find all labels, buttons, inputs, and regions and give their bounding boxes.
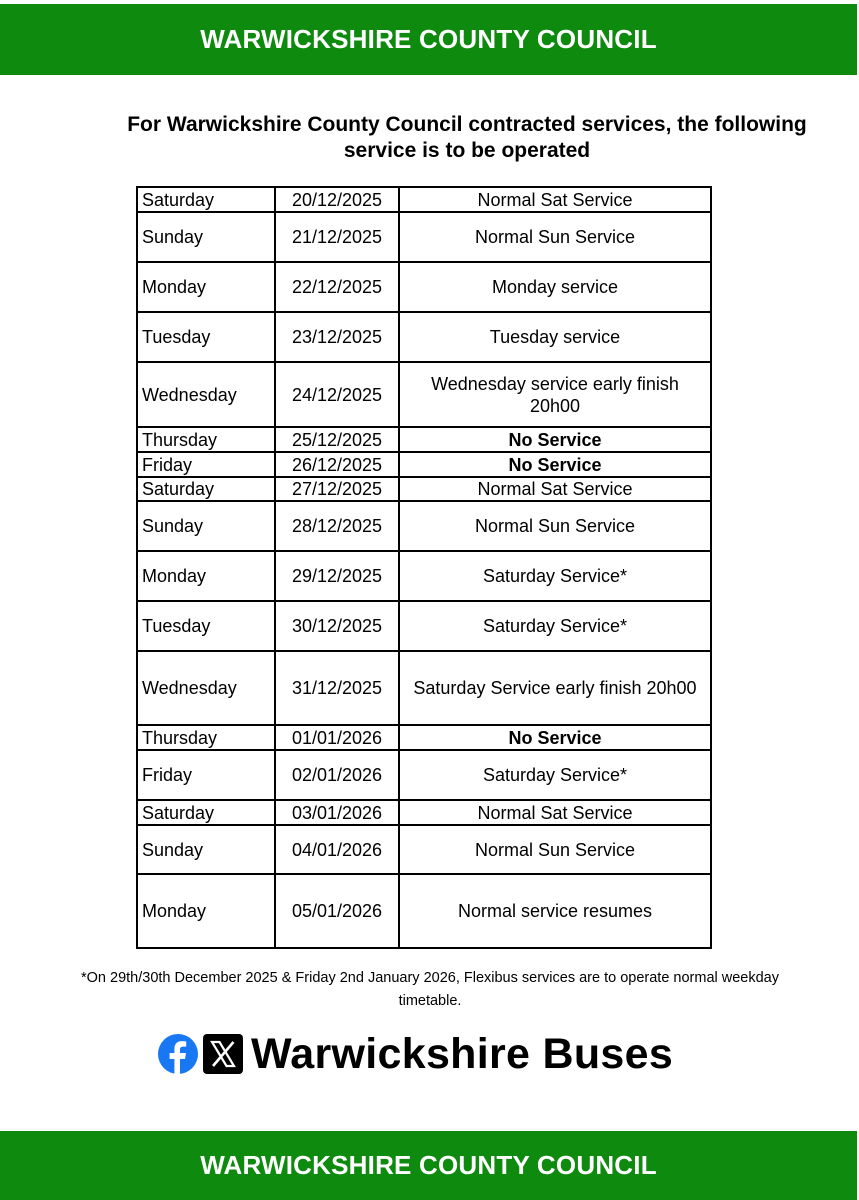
table-row	[137, 427, 711, 452]
table-row	[137, 750, 711, 800]
service-cell: Saturday Service*	[399, 551, 711, 601]
service-cell: No Service	[399, 452, 711, 477]
date-cell: 25/12/2025	[275, 427, 399, 452]
date-cell: 04/01/2026	[275, 825, 399, 874]
service-cell: Normal Sat Service	[399, 477, 711, 501]
table-row	[137, 312, 711, 362]
date-cell: 29/12/2025	[275, 551, 399, 601]
date-cell: 03/01/2026	[275, 800, 399, 825]
date-cell: 21/12/2025	[275, 212, 399, 262]
day-cell: Friday	[137, 750, 275, 800]
table-row	[137, 651, 711, 725]
service-cell: Monday service	[399, 262, 711, 312]
service-schedule-table	[136, 186, 712, 949]
date-cell: 02/01/2026	[275, 750, 399, 800]
day-cell: Thursday	[137, 725, 275, 750]
day-cell: Saturday	[137, 477, 275, 501]
day-cell: Tuesday	[137, 601, 275, 651]
brand-name: Warwickshire Buses	[251, 1029, 674, 1078]
day-cell: Thursday	[137, 427, 275, 452]
table-row	[137, 262, 711, 312]
service-cell: Tuesday service	[399, 312, 711, 362]
date-cell: 20/12/2025	[275, 187, 399, 212]
day-cell: Monday	[137, 262, 275, 312]
day-cell: Sunday	[137, 825, 275, 874]
date-cell: 01/01/2026	[275, 725, 399, 750]
header-banner	[0, 4, 857, 75]
service-cell: Normal service resumes	[399, 874, 711, 948]
service-cell: Saturday Service*	[399, 750, 711, 800]
footer-banner	[0, 1131, 857, 1200]
table-row	[137, 825, 711, 874]
service-cell: Wednesday service early finish 20h00	[399, 362, 711, 427]
date-cell: 27/12/2025	[275, 477, 399, 501]
date-cell: 24/12/2025	[275, 362, 399, 427]
date-cell: 31/12/2025	[275, 651, 399, 725]
day-cell: Tuesday	[137, 312, 275, 362]
header-title: WARWICKSHIRE COUNTY COUNCIL	[200, 24, 657, 54]
service-cell: Normal Sat Service	[399, 187, 711, 212]
service-cell: Normal Sun Service	[399, 212, 711, 262]
date-cell: 28/12/2025	[275, 501, 399, 551]
social-brand-row	[158, 1028, 673, 1080]
day-cell: Sunday	[137, 212, 275, 262]
service-cell: No Service	[399, 725, 711, 750]
footer-title: WARWICKSHIRE COUNTY COUNCIL	[200, 1150, 657, 1180]
day-cell: Sunday	[137, 501, 275, 551]
day-cell: Friday	[137, 452, 275, 477]
service-cell: Normal Sun Service	[399, 825, 711, 874]
x-icon[interactable]	[203, 1034, 243, 1074]
service-cell: Normal Sat Service	[399, 800, 711, 825]
table-row	[137, 501, 711, 551]
table-row	[137, 362, 711, 427]
table-row	[137, 725, 711, 750]
service-cell: Normal Sun Service	[399, 501, 711, 551]
service-cell: Saturday Service*	[399, 601, 711, 651]
service-cell: Saturday Service early finish 20h00	[399, 651, 711, 725]
table-row	[137, 477, 711, 501]
date-cell: 26/12/2025	[275, 452, 399, 477]
day-cell: Saturday	[137, 187, 275, 212]
page-heading: For Warwickshire County Council contracted services, the following service is to be operated	[127, 113, 807, 162]
table-row	[137, 212, 711, 262]
table-row	[137, 452, 711, 477]
table-row	[137, 800, 711, 825]
day-cell: Wednesday	[137, 362, 275, 427]
date-cell: 23/12/2025	[275, 312, 399, 362]
footnote: *On 29th/30th December 2025 & Friday 2nd January 2026, Flexibus services are to operate normal weekday timetable.	[81, 970, 779, 1009]
table-row	[137, 874, 711, 948]
day-cell: Saturday	[137, 800, 275, 825]
date-cell: 22/12/2025	[275, 262, 399, 312]
table-row	[137, 187, 711, 212]
date-cell: 05/01/2026	[275, 874, 399, 948]
schedule-body	[137, 187, 711, 948]
day-cell: Monday	[137, 874, 275, 948]
facebook-icon[interactable]	[158, 1034, 198, 1074]
table-row	[137, 601, 711, 651]
table-row	[137, 551, 711, 601]
day-cell: Wednesday	[137, 651, 275, 725]
day-cell: Monday	[137, 551, 275, 601]
service-cell: No Service	[399, 427, 711, 452]
date-cell: 30/12/2025	[275, 601, 399, 651]
